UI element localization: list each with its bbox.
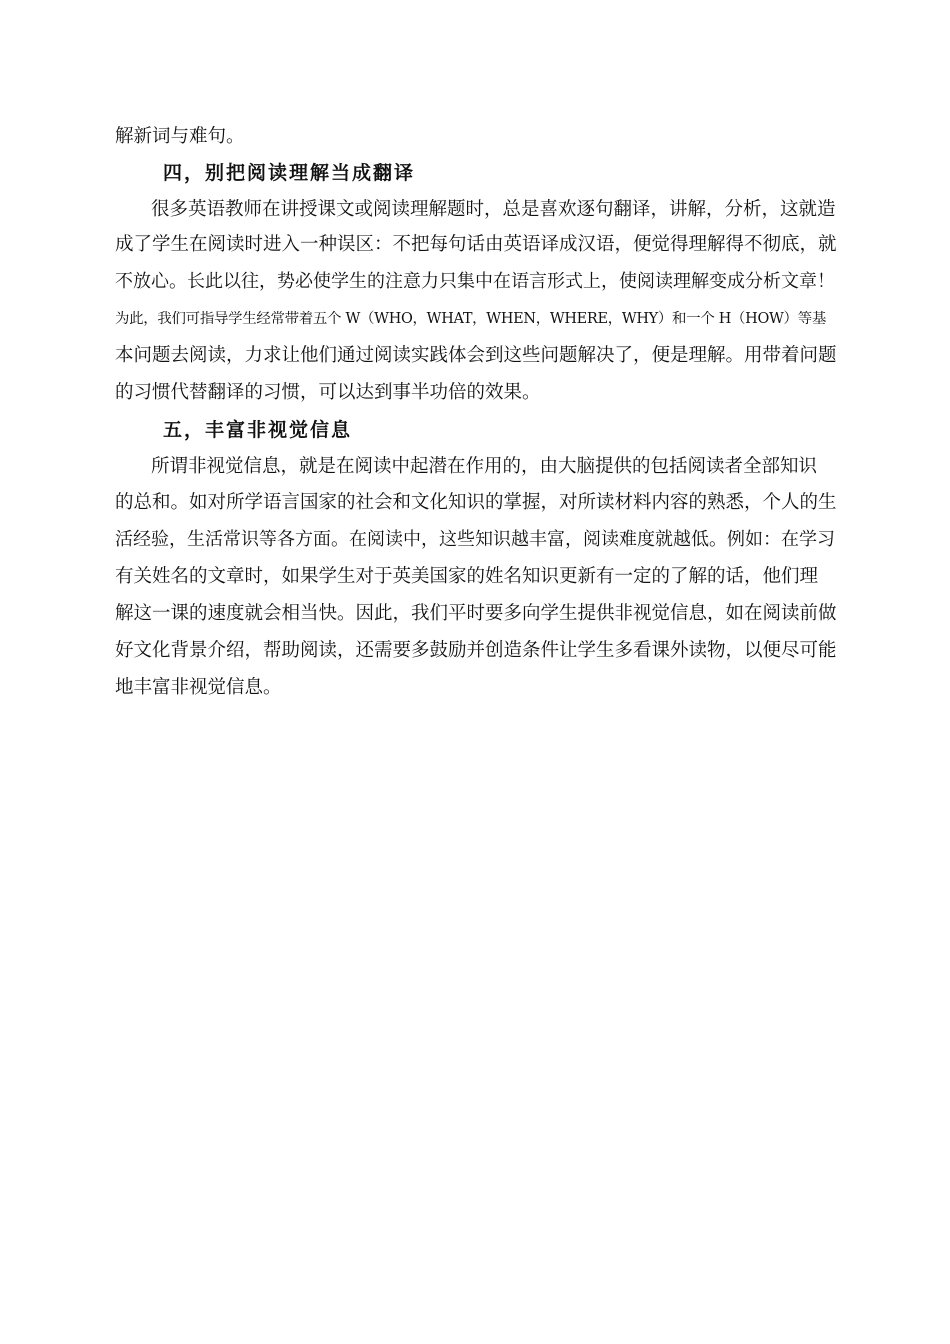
section-5-line: 地丰富非视觉信息。 xyxy=(115,677,282,698)
section-5-line: 的总和。如对所学语言国家的社会和文化知识的掌握，对所读材料内容的熟悉，个人的生 xyxy=(115,492,837,513)
section-4-line: 很多英语教师在讲授课文或阅读理解题时，总是喜欢逐句翻译，讲解，分析，这就造 xyxy=(151,199,836,220)
section-4-line: 不放心。长此以往，势必使学生的注意力只集中在语言形式上，使阅读理解变成分析文章！ xyxy=(115,271,835,292)
section-4-line: 成了学生在阅读时进入一种误区：不把每句话由英语译成汉语，便觉得理解得不彻底，就 xyxy=(115,234,837,255)
section-4-line: 的习惯代替翻译的习惯，可以达到事半功倍的效果。 xyxy=(115,382,541,403)
section-4-line: 本问题去阅读，力求让他们通过阅读实践体会到这些问题解决了，便是理解。用带着问题 xyxy=(115,345,837,366)
section-5-line: 所谓非视觉信息，就是在阅读中起潜在作用的，由大脑提供的包括阅读者全部知识 xyxy=(151,456,818,477)
section-4-line: 为此，我们可指导学生经常带着五个 W（WHO，WHAT，WHEN，WHERE，WHY）和一个 H（HOW）等基 xyxy=(115,311,826,327)
carry-over-line: 解新词与难句。 xyxy=(115,126,245,147)
section-5-line: 解这一课的速度就会相当快。因此，我们平时要多向学生提供非视觉信息，如在阅读前做 xyxy=(115,603,837,624)
section-5-heading: 五，丰富非视觉信息 xyxy=(163,419,353,441)
section-4-heading: 四，别把阅读理解当成翻译 xyxy=(163,162,416,184)
section-5-line: 有关姓名的文章时，如果学生对于英美国家的姓名知识更新有一定的了解的话，他们理 xyxy=(115,566,819,587)
section-5-line: 好文化背景介绍，帮助阅读，还需要多鼓励并创造条件让学生多看课外读物，以便尽可能 xyxy=(115,640,837,661)
section-5-line: 活经验，生活常识等各方面。在阅读中，这些知识越丰富，阅读难度就越低。例如：在学习 xyxy=(115,529,835,550)
